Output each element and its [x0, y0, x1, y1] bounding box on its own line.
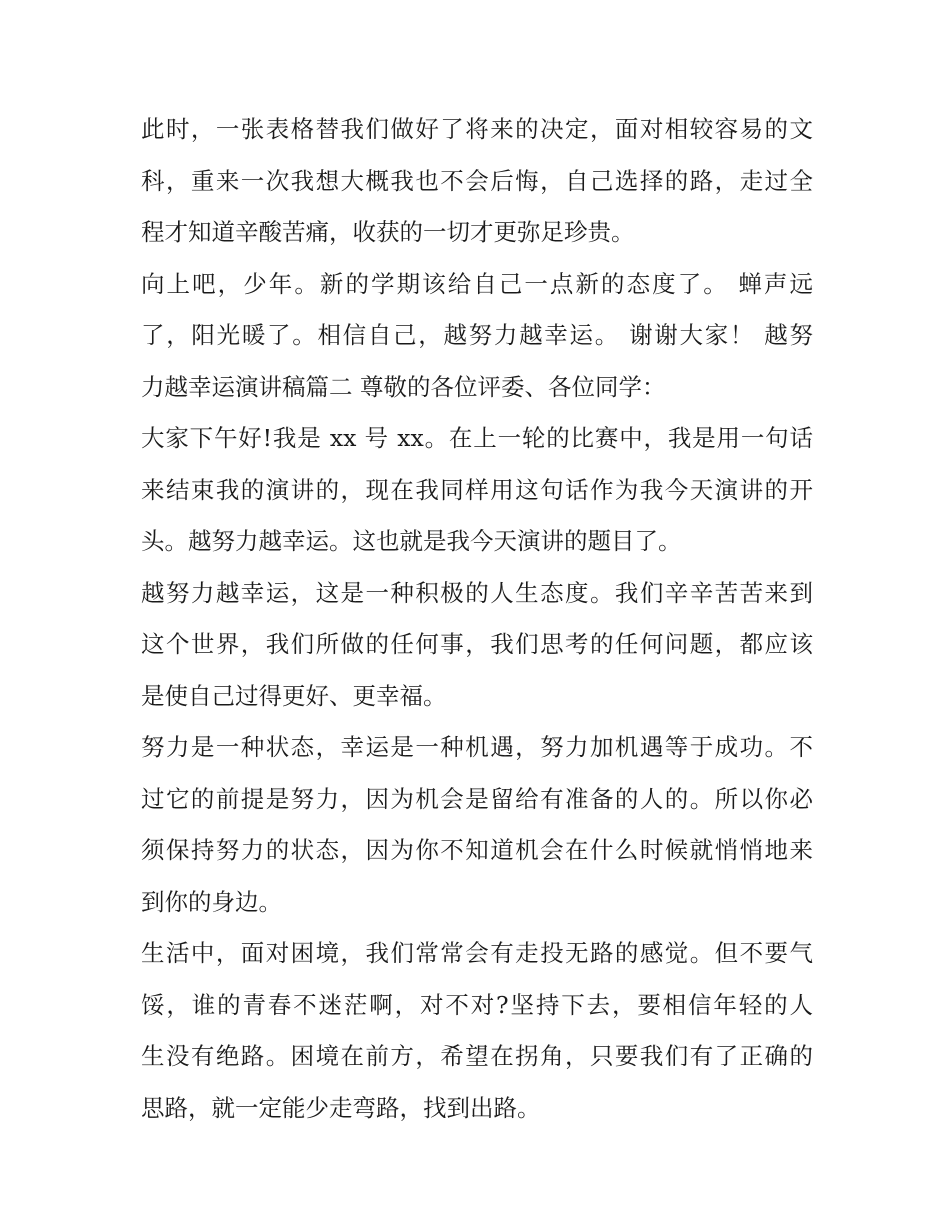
text-line: 力越幸运演讲稿篇二 尊敬的各位评委、各位同学： — [141, 372, 666, 401]
text-line: 这个世界，我们所做的任何事，我们思考的任何问题，都应该 — [141, 630, 813, 658]
body-text — [141, 104, 813, 1134]
text-line: 馁，谁的青春不迷茫啊，对不对?坚持下去，要相信年轻的人 — [141, 990, 813, 1019]
text-line: 来结束我的演讲的，现在我同样用这句话作为我今天演讲的开 — [141, 475, 813, 504]
text-line: 此时，一张表格替我们做好了将来的决定，面对相较容易的文 — [141, 115, 813, 143]
text-line: 是使自己过得更好、更幸福。 — [141, 681, 447, 710]
text-line: 越努力越幸运，这是一种积极的人生态度。我们辛辛苦苦来到 — [141, 578, 813, 607]
text-line: 思路，就一定能少走弯路，找到出路。 — [141, 1093, 541, 1122]
text-line: 到你的身边。 — [141, 887, 282, 916]
text-line: 过它的前提是努力，因为机会是留给有准备的人的。所以你必 — [141, 784, 813, 813]
text-line: 头。越努力越幸运。这也就是我今天演讲的题目了。 — [141, 527, 682, 555]
text-line: 大家下午好!我是 xx 号 xx。在上一轮的比赛中，我是用一句话 — [141, 424, 813, 452]
text-line: 科，重来一次我想大概我也不会后悔，自己选择的路，走过全 — [141, 166, 813, 195]
text-line: 程才知道辛酸苦痛，收获的一切才更弥足珍贵。 — [141, 218, 635, 246]
text-line: 生没有绝路。困境在前方，希望在拐角，只要我们有了正确的 — [141, 1042, 813, 1070]
text-line: 须保持努力的状态，因为你不知道机会在什么时候就悄悄地来 — [141, 836, 813, 864]
text-line: 生活中，面对困境，我们常常会有走投无路的感觉。但不要气 — [141, 939, 813, 967]
text-line: 努力是一种状态，幸运是一种机遇，努力加机遇等于成功。不 — [141, 733, 813, 761]
text-line: 了，阳光暖了。相信自己，越努力越幸运。 谢谢大家！ 越努 — [141, 321, 813, 349]
text-line: 向上吧，少年。新的学期该给自己一点新的态度了。 蝉声远 — [141, 269, 813, 298]
